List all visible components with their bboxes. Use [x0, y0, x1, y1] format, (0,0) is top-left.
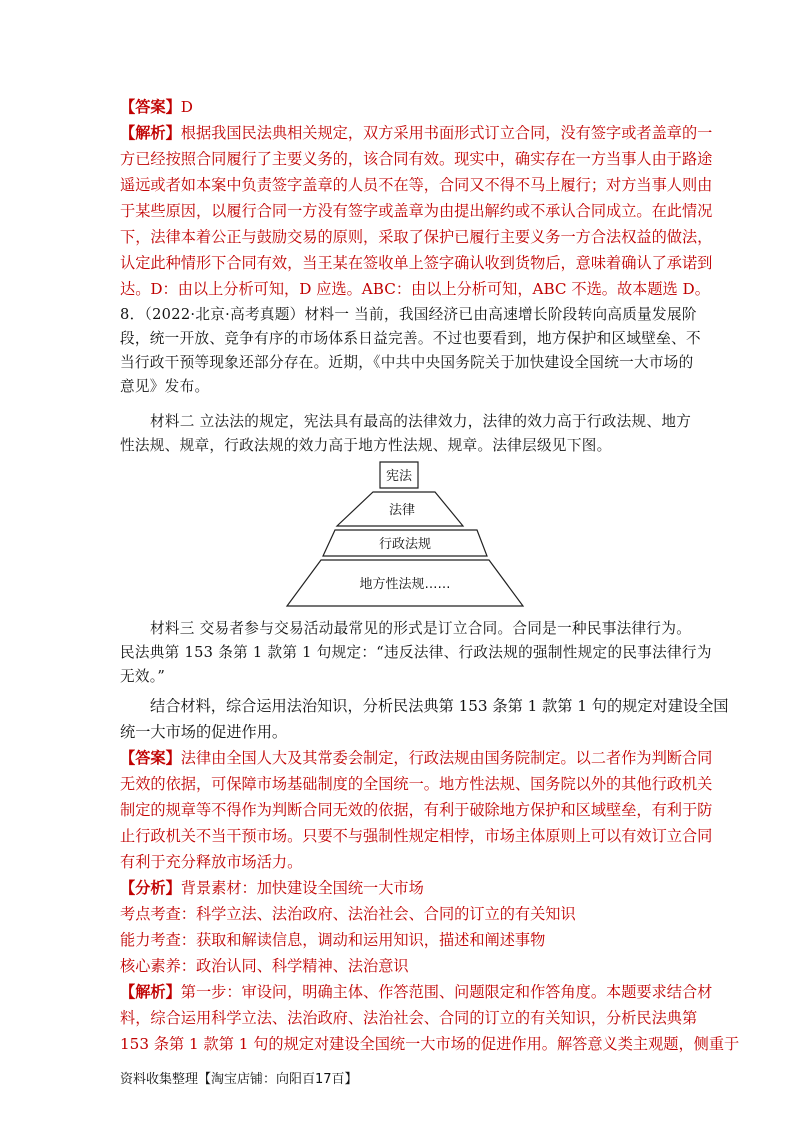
answer2-line-4: 止行政机关不当干预市场。只要不与强制性规定相悖，市场主体原则上可以有效订立合同: [120, 827, 713, 845]
pyramid-label-constitution: 宪法: [385, 469, 413, 484]
page-footer: 资料收集整理【淘宝店铺：向阳百17百】: [120, 1072, 358, 1087]
answer2-line-1: 【答案】法律由全国人大及其常委会制定，行政法规由国务院制定。以二者作为判断合同: [120, 749, 713, 767]
question-8-line-1: 8．（2022·北京·高考真题）材料一 当前，我国经济已由高速增长阶段转向高质量发展阶: [120, 306, 697, 323]
pyramid-label-law: 法律: [388, 503, 416, 518]
analysis2-line-2: 考点考查：科学立法、法治政府、法治社会、合同的订立的有关知识: [120, 905, 576, 923]
material3-line-3: 无效。”: [120, 668, 166, 685]
answer2-line-3: 制定的规章等不得作为判断合同无效的依据，有利于破除地方保护和区域壁垒，有利于防: [120, 801, 713, 819]
analysis2-label: 【分析】: [120, 879, 181, 897]
material3-line-1: 材料三 交易者参与交易活动最常见的形式是订立合同。合同是一种民事法律行为。: [150, 620, 692, 637]
pyramid-label-admin-regulations: 行政法规: [378, 537, 432, 552]
answer2-line-5: 有利于充分释放市场活力。: [120, 853, 303, 871]
explain2-line-1: 【解析】第一步：审设问，明确主体、作答范围、问题限定和作答角度。本题要求结合材: [120, 983, 713, 1001]
analysis2-line-1: 【分析】背景素材：加快建设全国统一大市场: [120, 879, 424, 897]
explain2-line-2: 料，综合运用科学立法、法治政府、法治社会、合同的订立的有关知识，分析民法典第: [120, 1009, 698, 1027]
material3-line-2: 民法典第 153 条第 1 款第 1 句规定：“违反法律、行政法规的强制性规定的民事法律行为: [120, 644, 712, 661]
prompt-line-2: 统一大市场的促进作用。: [120, 723, 288, 741]
explain2-label: 【解析】: [120, 983, 181, 1001]
answer-value: D: [180, 98, 193, 116]
analysis2-line-3: 能力考查：获取和解读信息，调动和运用知识，描述和阐述事物: [120, 931, 546, 949]
analysis-label: 【解析】: [120, 124, 181, 142]
material2-line-2: 性法规、规章，行政法规的效力高于地方性法规、规章。法律层级见下图。: [120, 437, 612, 454]
explain2-line-3: 153 条第 1 款第 1 句的规定对建设全国统一大市场的促进作用。解答意义类主观题，侧重于: [120, 1035, 740, 1053]
analysis-line-5: 下，法律本着公正与鼓励交易的原则，采取了保护已履行主要义务一方合法权益的做法，: [120, 228, 713, 246]
analysis-line-7: 达。D：由以上分析可知，D 应选。ABC：由以上分析可知，ABC 不选。故本题选 D。: [120, 280, 710, 298]
prompt-line-1: 结合材料，综合运用法治知识，分析民法典第 153 条第 1 款第 1 句的规定对建设全国: [150, 697, 729, 715]
analysis-line-6: 认定此种情形下合同有效，当王某在签收单上签字确认收到货物后，意味着确认了承诺到: [120, 254, 713, 272]
analysis-line-4: 于某些原因，以履行合同一方没有签字或盖章为由提出解约或不承认合同成立。在此情况: [120, 202, 713, 220]
law-hierarchy-pyramid: [285, 460, 525, 610]
analysis-line-1: 【解析】根据我国民法典相关规定，双方采用书面形式订立合同，没有签字或者盖章的一: [120, 124, 713, 142]
answer2-label: 【答案】: [120, 749, 181, 767]
analysis-line-2: 方已经按照合同履行了主要义务的，该合同有效。现实中，确实存在一方当事人由于路途: [120, 150, 713, 168]
answer2-line-2: 无效的依据，可保障市场基础制度的全国统一。地方性法规、国务院以外的其他行政机关: [120, 775, 713, 793]
answer-label: 【答案】: [120, 98, 181, 116]
question-8-line-4: 意见》发布。: [120, 378, 210, 395]
material2-line-1: 材料二 立法法的规定，宪法具有最高的法律效力，法律的效力高于行政法规、地方: [150, 413, 692, 430]
pyramid-label-local-regulations: 地方性法规……: [359, 577, 451, 592]
question-8-line-2: 段，统一开放、竞争有序的市场体系日益完善。不过也要看到，地方保护和区域壁垒、不: [120, 330, 701, 347]
analysis-line-3: 遥远或者如本案中负责签字盖章的人员不在等，合同又不得不马上履行；对方当事人则由: [120, 176, 713, 194]
question-8-line-3: 当行政干预等现象还部分存在。近期，《中共中央国务院关于加快建设全国统一大市场的: [120, 354, 694, 371]
answer-line: [120, 94, 685, 120]
analysis2-line-4: 核心素养：政治认同、科学精神、法治意识: [120, 957, 409, 975]
